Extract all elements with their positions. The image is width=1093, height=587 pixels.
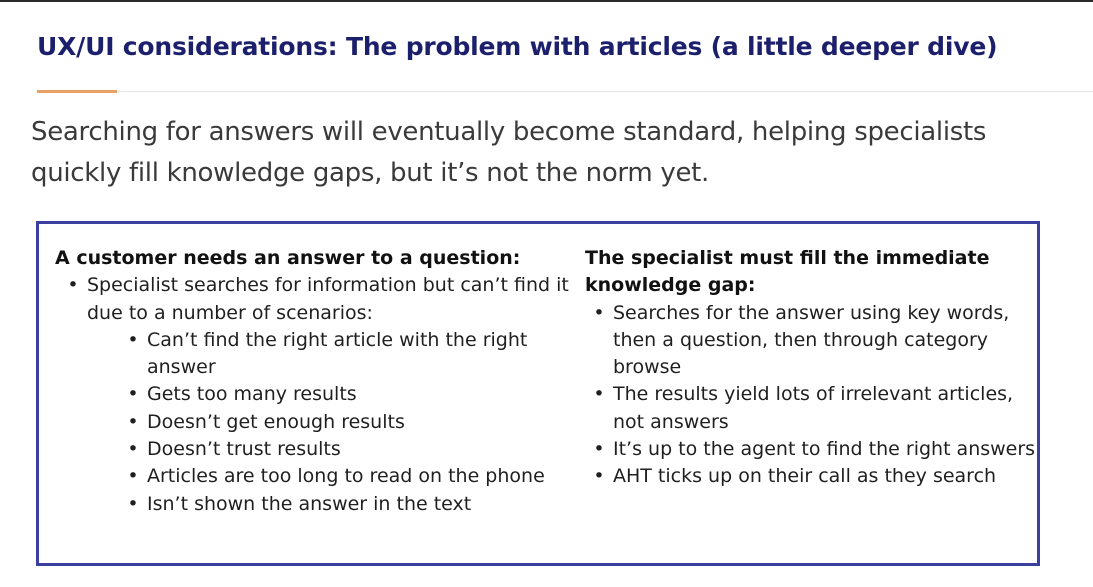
list-item: [593, 463, 1040, 490]
list-item: [127, 381, 575, 408]
list-item: [127, 436, 575, 463]
list-item-text: Specialist searches for information but can’t find it due to a number of scenarios:: [87, 274, 569, 324]
slide-title: UX/UI considerations: The problem with articles (a little deeper dive): [37, 32, 998, 61]
list-item: [127, 409, 575, 436]
list-item-text: Articles are too long to read on the phone: [147, 465, 545, 488]
right-column-heading: The specialist must fill the immediate knowledge gap:: [585, 247, 990, 297]
right-bullet-list: [585, 300, 1040, 491]
list-item-text: Doesn’t get enough results: [147, 410, 405, 433]
list-item-text: It’s up to the agent to find the right answers: [613, 438, 1036, 461]
bullet-icon: •: [127, 383, 139, 406]
list-item-text: AHT ticks up on their call as they search: [613, 465, 997, 488]
bullet-icon: •: [127, 410, 139, 433]
slide-subtitle: Searching for answers will eventually become standard, helping specialists quickly fill knowledge gaps, but it’s not the norm yet.: [31, 117, 987, 188]
title-divider: [37, 91, 1093, 92]
bullet-icon: •: [127, 492, 139, 515]
content-box: [36, 221, 1040, 566]
bullet-icon: •: [593, 465, 605, 488]
title-accent-bar: [37, 90, 117, 93]
right-column: [585, 245, 1040, 491]
list-item: [593, 300, 1040, 382]
left-column-heading: A customer needs an answer to a question:: [55, 247, 521, 269]
bullet-icon: •: [593, 438, 605, 461]
bullet-icon: •: [127, 328, 139, 351]
list-item: [127, 491, 575, 518]
list-item-text: Isn’t shown the answer in the text: [147, 492, 472, 515]
list-item-text: Gets too many results: [147, 383, 357, 406]
list-item-text: The results yield lots of irrelevant articles, not answers: [613, 383, 1014, 433]
list-item-text: Doesn’t trust results: [147, 438, 341, 461]
list-item: [127, 463, 575, 490]
bullet-icon: •: [593, 301, 605, 324]
left-sub-bullet-list: [55, 327, 575, 518]
bullet-icon: •: [593, 383, 605, 406]
list-item-text: Can’t find the right article with the right answer: [147, 328, 528, 379]
left-bullet-list: [55, 272, 575, 327]
bullet-icon: •: [127, 438, 139, 461]
list-item: [127, 327, 575, 382]
left-column: [55, 245, 575, 518]
bullet-icon: •: [67, 274, 79, 297]
bullet-icon: •: [127, 465, 139, 488]
top-border-line: [0, 0, 1093, 2]
list-item-text: Searches for the answer using key words, then a question, then through category browse: [613, 301, 1010, 379]
list-item: [67, 272, 575, 327]
list-item: [593, 436, 1040, 463]
list-item: [593, 381, 1040, 436]
